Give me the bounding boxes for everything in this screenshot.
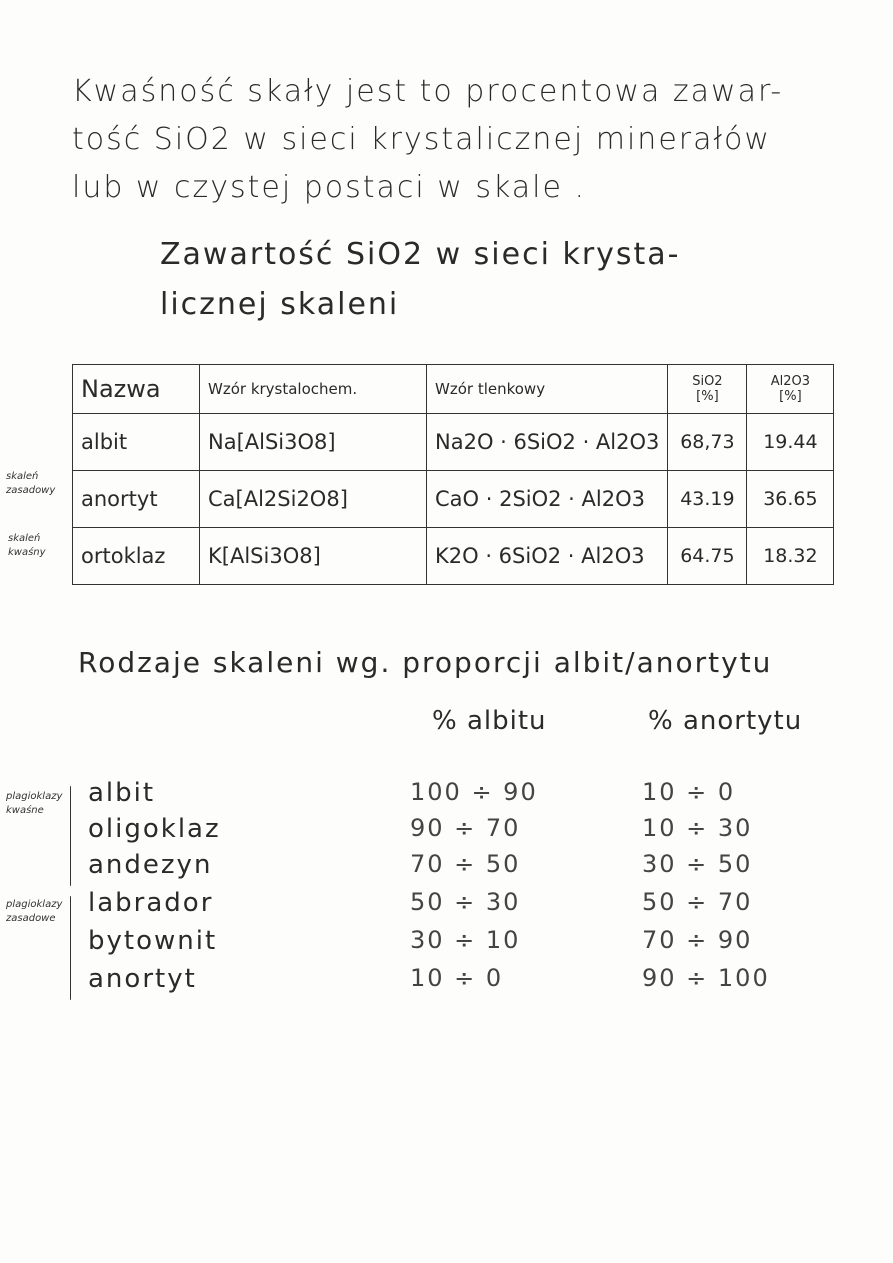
type-anortyt-range: 70 ÷ 90	[642, 926, 753, 954]
feldspar-table	[72, 364, 834, 585]
cell-name: ortoklaz	[73, 528, 200, 585]
type-anortyt-range: 10 ÷ 30	[642, 814, 753, 842]
type-albit-range: 70 ÷ 50	[410, 850, 521, 878]
intro-line: tość SiO2 w sieci krystalicznej minerałów	[72, 122, 771, 157]
types-row	[0, 926, 893, 962]
type-albit-range: 10 ÷ 0	[410, 964, 504, 992]
cell-al2o3: 18.32	[747, 528, 834, 585]
side-note-line: skaleń	[8, 533, 41, 544]
cell-sio2: 64.75	[668, 528, 747, 585]
type-name: anortyt	[88, 964, 197, 994]
table-heading-line: licznej skaleni	[160, 287, 400, 322]
type-name: albit	[88, 778, 156, 808]
cell-name: albit	[73, 414, 200, 471]
header-al2o3	[747, 365, 834, 414]
type-albit-range: 50 ÷ 30	[410, 888, 521, 916]
type-name: labrador	[88, 888, 214, 918]
type-albit-range: 100 ÷ 90	[410, 778, 538, 806]
type-name: andezyn	[88, 850, 213, 880]
cell-crystal: Na[AlSi3O8]	[200, 414, 427, 471]
type-anortyt-range: 10 ÷ 0	[642, 778, 736, 806]
type-anortyt-range: 30 ÷ 50	[642, 850, 753, 878]
cell-al2o3: 19.44	[747, 414, 834, 471]
header-crystal-formula: Wzór krystalochem.	[200, 365, 427, 414]
types-row	[0, 778, 893, 814]
col-anortyt-header: % anortytu	[648, 706, 803, 736]
header-sio2-unit: [%]	[696, 389, 719, 404]
cell-crystal: Ca[Al2Si2O8]	[200, 471, 427, 528]
group-note-line: plagioklazy	[6, 791, 63, 802]
side-note-acidic	[8, 532, 46, 560]
side-note-line: skaleń	[6, 471, 39, 482]
type-albit-range: 30 ÷ 10	[410, 926, 521, 954]
types-row	[0, 888, 893, 924]
header-name: Nazwa	[73, 365, 200, 414]
intro-line: Kwaśność skały jest to procentowa zawar-	[72, 74, 784, 109]
intro-paragraph	[72, 68, 852, 212]
col-albit-header: % albitu	[432, 706, 547, 736]
header-oxide-formula: Wzór tlenkowy	[427, 365, 668, 414]
types-row	[0, 850, 893, 886]
cell-crystal: K[AlSi3O8]	[200, 528, 427, 585]
side-note-line: zasadowy	[6, 485, 56, 496]
group-note-line: plagioklazy	[6, 899, 63, 910]
table-heading-line: Zawartość SiO2 w sieci krysta-	[160, 237, 681, 272]
table-heading	[160, 230, 800, 330]
header-al2o3-unit: [%]	[779, 389, 802, 404]
cell-al2o3: 36.65	[747, 471, 834, 528]
cell-oxide: CaO · 2SiO2 · Al2O3	[427, 471, 668, 528]
type-name: oligoklaz	[88, 814, 221, 844]
cell-name: anortyt	[73, 471, 200, 528]
type-albit-range: 90 ÷ 70	[410, 814, 521, 842]
cell-sio2: 68,73	[668, 414, 747, 471]
cell-oxide: K2O · 6SiO2 · Al2O3	[427, 528, 668, 585]
header-al2o3-label: Al2O3	[770, 374, 811, 389]
table-row	[73, 471, 834, 528]
group-note-line: kwaśne	[6, 805, 44, 816]
type-anortyt-range: 50 ÷ 70	[642, 888, 753, 916]
header-sio2-label: SiO2	[692, 374, 723, 389]
cell-oxide: Na2O · 6SiO2 · Al2O3	[427, 414, 668, 471]
side-note-line: kwaśny	[8, 547, 46, 558]
group-note-line: zasadowe	[6, 913, 56, 924]
types-row	[0, 964, 893, 1000]
cell-sio2: 43.19	[668, 471, 747, 528]
intro-line: lub w czystej postaci w skale .	[72, 170, 587, 205]
table-row	[73, 414, 834, 471]
type-name: bytownit	[88, 926, 218, 956]
side-note-basic	[6, 470, 55, 498]
types-title: Rodzaje skaleni wg. proporcji albit/anortytu	[78, 646, 773, 679]
table-row	[73, 528, 834, 585]
types-row	[0, 814, 893, 850]
header-sio2	[668, 365, 747, 414]
table-header-row	[73, 365, 834, 414]
type-anortyt-range: 90 ÷ 100	[642, 964, 770, 992]
